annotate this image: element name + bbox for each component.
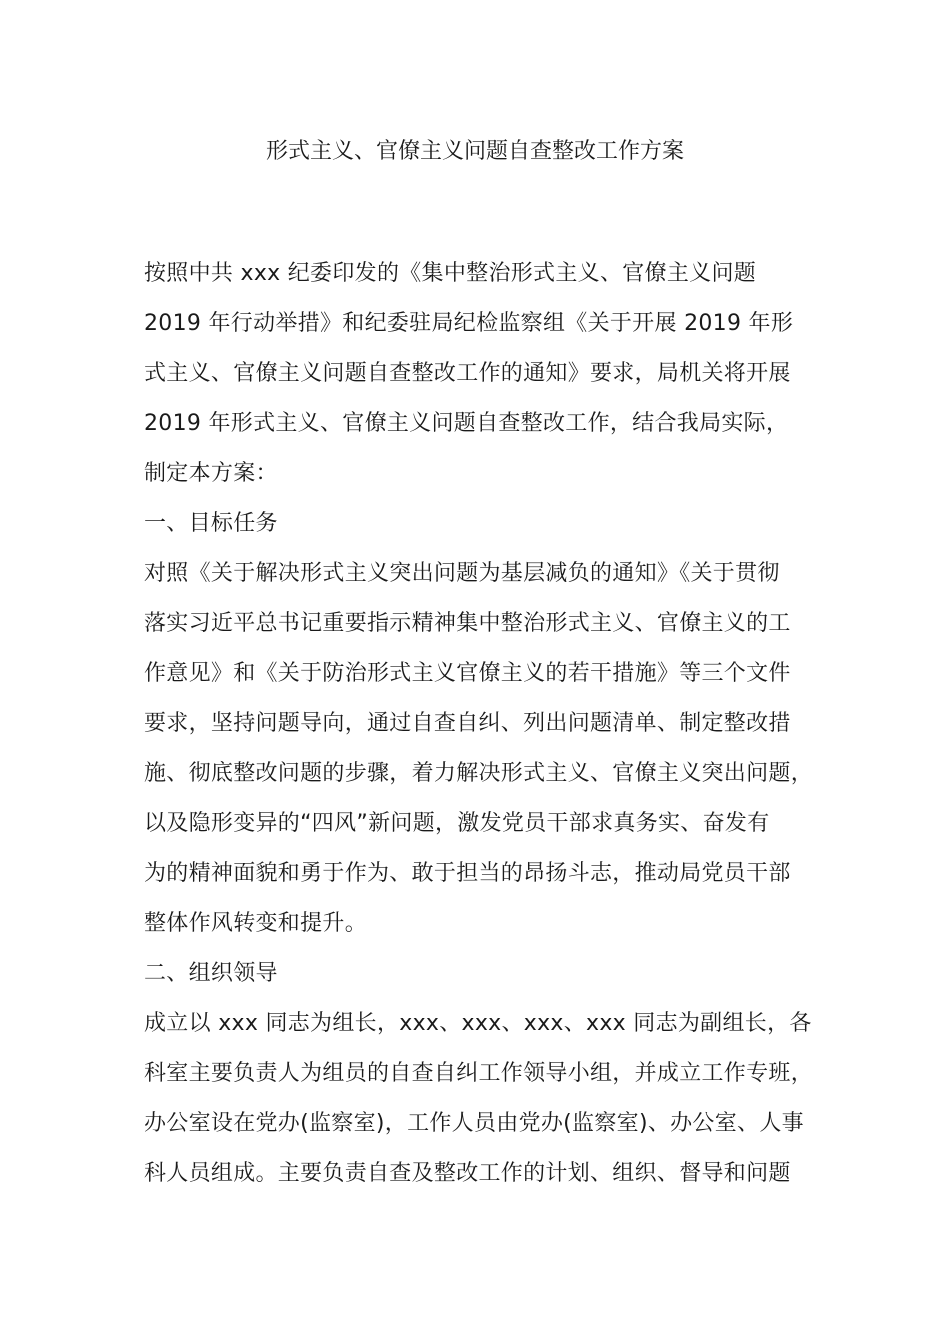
body-line-3: 式主义、官僚主义问题自查整改工作的通知》要求，局机关将开展 bbox=[144, 361, 791, 386]
body-line-1: 按照中共 xxx 纪委印发的《集中整治形式主义、官僚主义问题 bbox=[144, 261, 757, 286]
document-title: 形式主义、官僚主义问题自查整改工作方案 bbox=[265, 139, 684, 164]
body-line-4: 2019 年形式主义、官僚主义问题自查整改工作，结合我局实际， bbox=[144, 411, 789, 436]
body-line-12: 以及隐形变异的“四风”新问题，激发党员干部求真务实、奋发有 bbox=[144, 811, 770, 836]
body-line-18: 办公室设在党办(监察室)，工作人员由党办(监察室)、办公室、人事 bbox=[144, 1111, 804, 1136]
body-line-9: 作意见》和《关于防治形式主义官僚主义的若干措施》等三个文件 bbox=[144, 661, 791, 686]
body-line-14: 整体作风转变和提升。 bbox=[144, 911, 368, 936]
body-line-17: 科室主要负责人为组员的自查自纠工作领导小组，并成立工作专班， bbox=[144, 1061, 814, 1086]
body-line-5: 制定本方案： bbox=[144, 461, 278, 486]
body-line-7: 对照《关于解决形式主义突出问题为基层减负的通知》《关于贯彻 bbox=[144, 561, 780, 586]
body-line-16: 成立以 xxx 同志为组长，xxx、xxx、xxx、xxx 同志为副组长，各 bbox=[144, 1011, 812, 1036]
body-line-8: 落实习近平总书记重要指示精神集中整治形式主义、官僚主义的工 bbox=[144, 611, 791, 636]
body-line-19: 科人员组成。主要负责自查及整改工作的计划、组织、督导和问题 bbox=[144, 1161, 791, 1186]
body-line-10: 要求，坚持问题导向，通过自查自纠、列出问题清单、制定整改措 bbox=[144, 711, 791, 736]
body-line-2: 2019 年行动举措》和纪委驻局纪检监察组《关于开展 2019 年形 bbox=[144, 311, 794, 336]
section-heading-2: 二、组织领导 bbox=[144, 961, 278, 986]
body-line-13: 为的精神面貌和勇于作为、敢于担当的昂扬斗志，推动局党员干部 bbox=[144, 861, 791, 886]
body-line-11: 施、彻底整改问题的步骤，着力解决形式主义、官僚主义突出问题， bbox=[144, 761, 814, 786]
section-heading-1: 一、目标任务 bbox=[144, 511, 278, 536]
document-body bbox=[144, 256, 824, 1206]
